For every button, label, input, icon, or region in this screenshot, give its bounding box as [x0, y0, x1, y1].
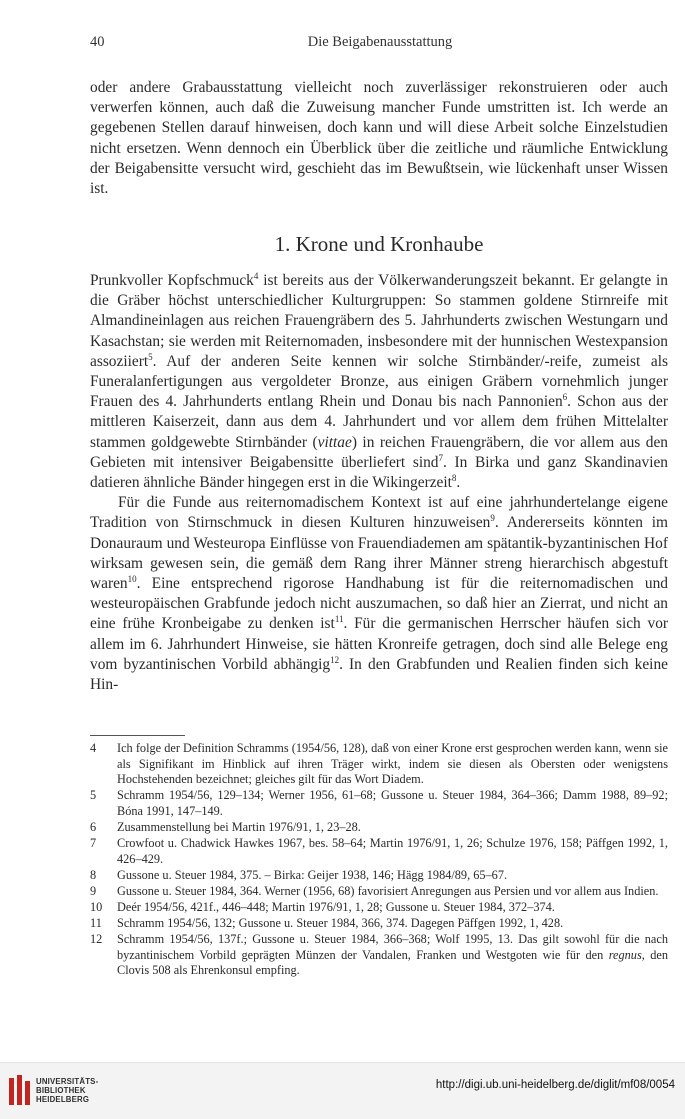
- footnote-text: Gussone u. Steuer 1984, 375. – Birka: Geijer 1938, 146; Hägg 1984/89, 65–67.: [117, 867, 508, 882]
- digital-library-footer: [0, 1062, 685, 1119]
- footnote-ref-4[interactable]: 4: [253, 271, 259, 281]
- text-run: Prunkvoller Kopfschmuck: [90, 272, 254, 289]
- footnote-11: [90, 916, 668, 932]
- running-head: [90, 34, 670, 54]
- footnote-number: 11: [90, 916, 102, 931]
- footnote-10: [90, 900, 668, 916]
- footnote-7: [90, 836, 668, 867]
- text-run: . Andererseits könnten im Donauraum und Westeuropa Einflüsse von Frauendiademen am spätantik-byzantinischen Hof wirksam gewesen sein, die gemäß dem Rang ihrer Männer streng hierarchisch abgestuft waren: [90, 514, 668, 593]
- italic-term: vittae: [317, 433, 352, 451]
- footnote-5: [90, 788, 668, 819]
- footnote-12: [90, 932, 668, 979]
- footnote-text: Crowfoot u. Chadwick Hawkes 1967, bes. 58–64; Martin 1976/91, 1, 26; Schulze 1976, 158; Päffgen 1992, 1, 426–429.: [117, 836, 668, 866]
- text-run: . Schon aus der mittleren Kaiserzeit, dann aus dem 4. Jahrhundert und vor allem dem frühen Mittelalter stammen goldgewebte Stirnbänder (: [90, 393, 668, 451]
- footnote-ref-11[interactable]: 11: [334, 614, 344, 625]
- intro-paragraph-block: [90, 78, 668, 199]
- footnote-number: 7: [90, 836, 97, 851]
- footnotes: [90, 741, 668, 979]
- footnote-number: 5: [90, 788, 97, 803]
- text-run: ist bereits aus der Völkerwanderungszeit bekannt. Er gelangte in die Gräber höchst unterschiedlicher Kulturgruppen: So stammen goldene Stirnreife mit Almandineinlagen aus reichen Frauengräbern des 5. Jahrhunderts zwischen Westungarn und Kasachstan; sie werden mit Reiternomaden, insbesondere mit der hunnischen Westexpansion assoziiert: [90, 272, 669, 370]
- footnote-text: , den Clovis 508 als Ehrenkonsul empfing.: [117, 947, 668, 978]
- footnote-ref-6[interactable]: 6: [562, 392, 568, 403]
- library-logo-icon: [9, 1075, 31, 1105]
- library-logo[interactable]: [9, 1075, 129, 1111]
- footnote-4: [90, 741, 668, 788]
- footnote-number: 12: [90, 932, 103, 947]
- italic-term: regnus: [608, 947, 642, 962]
- section-heading: 1. Krone und Kronhaube: [274, 232, 484, 256]
- text-run: Für die Funde aus reiternomadischem Kontext ist auf eine jahrhundertelange eigene Tradition von Stirnschmuck in diesen Kulturen hinzuweisen: [90, 494, 668, 532]
- footnote-ref-5[interactable]: 5: [148, 351, 153, 362]
- footnote-ref-7[interactable]: 7: [438, 452, 443, 463]
- footnote-number: 4: [90, 741, 97, 755]
- footnote-6: [90, 820, 668, 836]
- footnote-text: Schramm 1954/56, 137f.; Gussone u. Steuer 1984, 366–368; Wolf 1995, 13. Das gilt sowohl für die nach byzantinischem Vorbild geprägten Münzen der Vandalen, Franken und Westgoten wie für den: [117, 932, 668, 962]
- section-body: [90, 271, 668, 695]
- text-run: ) in reichen Frauengräbern, die vor allem aus den Gebieten mit intensiver Beigabensitte überliefert sind: [90, 433, 668, 471]
- logo-line: HEIDELBERG: [36, 1095, 90, 1104]
- footnote-9: [90, 884, 668, 900]
- footnote-text: Deér 1954/56, 421f., 446–448; Martin 1976/91, 1, 28; Gussone u. Steuer 1984, 372–374.: [117, 899, 555, 914]
- paragraph-2: [90, 271, 668, 493]
- footnote-ref-10[interactable]: 10: [127, 574, 137, 585]
- footnote-text: Schramm 1954/56, 129–134; Werner 1956, 61–68; Gussone u. Steuer 1984, 364–366; Damm 1988, 89–92; Bóna 1991, 147–149.: [117, 788, 668, 818]
- footnote-text: Zusammenstellung bei Martin 1976/91, 1, 23–28.: [117, 819, 361, 834]
- footnote-number: 8: [90, 867, 97, 882]
- page-number: 40: [90, 34, 105, 50]
- text-run: .: [456, 474, 461, 492]
- footnote-text: Gussone u. Steuer 1984, 364. Werner (1956, 68) favorisiert Anregungen aus Persien und vor allem aus Indien.: [117, 883, 659, 898]
- text-run: . In den Grabfunden und Realien finden sich keine Hin-: [90, 655, 668, 694]
- footnote-number: 10: [90, 899, 103, 914]
- footnote-number: 6: [90, 819, 97, 834]
- permalink-url[interactable]: http://digi.ub.uni-heidelberg.de/diglit/mf08/0054: [435, 1079, 675, 1091]
- intro-paragraph: oder andere Grabausstattung vielleicht noch zuverlässiger rekonstruieren oder auch verwerfen können, auch daß die Zuweisung mancher Funde umstritten ist. Ich werde an gegebenen Stellen darauf hinweisen, doch kann und will diese Arbeit solche Einzelstudien nicht ersetzen. Wenn dennoch ein Überblick über die zeitliche und räumliche Entwicklung der Beigabensitte versucht wird, geschieht das im Bewußtsein, wie lückenhaft unser Wissen ist.: [90, 79, 668, 198]
- text-run: . In Birka und ganz Skandinavien datieren ähnliche Bänder hingegen erst in die Wikingerzeit: [90, 453, 668, 492]
- library-logo-text: [36, 1077, 98, 1104]
- footnote-ref-8[interactable]: 8: [451, 473, 457, 484]
- footnote-ref-9[interactable]: 9: [490, 513, 495, 524]
- running-title: Die Beigabenausstattung: [307, 34, 453, 50]
- footnote-8: [90, 868, 668, 884]
- logo-line: UNIVERSITÄTS-: [36, 1077, 99, 1086]
- paragraph-3: [90, 493, 668, 695]
- footnote-text: Schramm 1954/56, 132; Gussone u. Steuer 1984, 366, 374. Dagegen Päffgen 1992, 1, 428.: [117, 916, 564, 931]
- footnote-separator: [90, 735, 185, 736]
- text-run: . Eine entsprechend rigorose Handhabung ist für die reiternomadischen und westeuropäischen Grabfunde jedoch nicht auszumachen, so daß hier an Zierrat, und nicht an eine frühe Kronbeigabe zu denken ist: [90, 575, 668, 633]
- logo-line: BIBLIOTHEK: [36, 1086, 86, 1095]
- footnote-text: Ich folge der Definition Schramms (1954/56, 128), daß von einer Krone erst gesprochen werden kann, wenn sie als Signifikant im Hinblick auf ihren Träger wirkt, indem sie diesen als Obersten oder wenigstens Hochstehenden bezeichnet; gleiches gilt für das Wort Diadem.: [117, 741, 668, 787]
- footnote-number: 9: [90, 883, 97, 898]
- text-run: . Für die germanischen Herrscher häufen sich vor allem im 6. Jahrhundert Hinweise, sie hätten Kronreife getragen, doch sind alle Belege eng vom byzantinischen Vorbild abhängig: [90, 615, 669, 673]
- text-run: . Auf der anderen Seite kennen wir solche Stirnbänder/-reife, zumeist als Funeralanfertigungen aus vergoldeter Bronze, aus einigen Gräbern vornehmlich junger Frauen des 4. Jahrhunderts entlang Rhein und Donau bis nach Pannonien: [90, 352, 668, 411]
- footnote-ref-12[interactable]: 12: [330, 654, 340, 665]
